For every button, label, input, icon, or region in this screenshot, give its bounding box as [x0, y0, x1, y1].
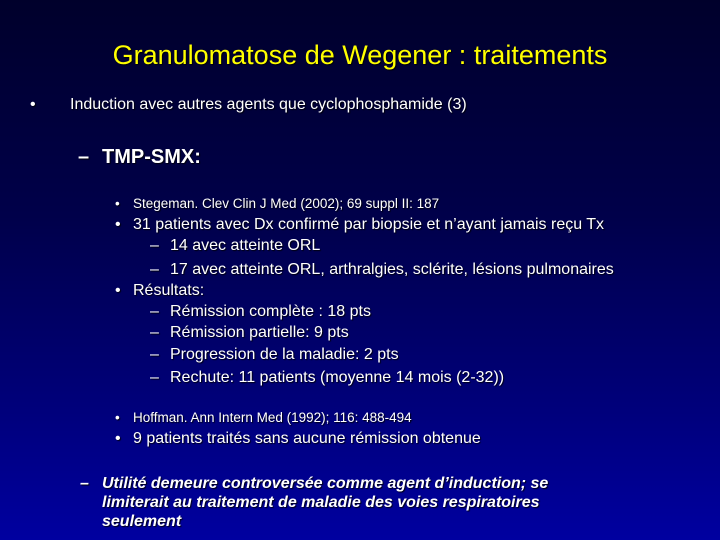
- sub-dash: –: [150, 237, 159, 254]
- bullet-dot: •: [115, 410, 120, 425]
- conclusion-text: [102, 474, 548, 531]
- study1-result: Progression de la maladie: 2 pts: [170, 346, 399, 363]
- bullet-dot: •: [115, 430, 121, 447]
- conclusion-dash: –: [80, 475, 89, 492]
- level2-dash: –: [78, 146, 90, 168]
- conclusion-line: limiterait au traitement de maladie des voies respiratoires: [102, 494, 540, 511]
- sub-dash: –: [150, 261, 159, 278]
- bullet-dot: •: [115, 216, 121, 233]
- study1-result: Rémission partielle: 9 pts: [170, 324, 349, 341]
- study2-finding: 9 patients traités sans aucune rémission obtenue: [133, 430, 481, 447]
- study1-patients-sub: 17 avec atteinte ORL, arthralgies, sclérite, lésions pulmonaires: [170, 261, 614, 278]
- study2-reference: Hoffman. Ann Intern Med (1992); 116: 488-494: [133, 410, 412, 425]
- level2-heading: TMP-SMX:: [102, 146, 201, 168]
- level1-text: Induction avec autres agents que cyclophosphamide (3): [70, 96, 467, 113]
- study1-patients-sub: 14 avec atteinte ORL: [170, 237, 321, 254]
- study1-reference: Stegeman. Clev Clin J Med (2002); 69 suppl II: 187: [133, 196, 440, 211]
- level1-bullet: •: [30, 96, 36, 113]
- study1-result: Rechute: 11 patients (moyenne 14 mois (2-32)): [170, 369, 505, 386]
- bullet-dot: •: [115, 196, 120, 211]
- sub-dash: –: [150, 346, 159, 363]
- study1-result: Rémission complète : 18 pts: [170, 303, 371, 320]
- bullet-dot: •: [115, 282, 121, 299]
- sub-dash: –: [150, 303, 159, 320]
- sub-dash: –: [150, 324, 159, 341]
- study1-patients: 31 patients avec Dx confirmé par biopsie et n’ayant jamais reçu Tx: [133, 216, 605, 233]
- slide-title: Granulomatose de Wegener : traitements: [112, 40, 608, 70]
- conclusion-line: seulement: [102, 513, 182, 530]
- sub-dash: –: [150, 369, 159, 386]
- study1-results-label: Résultats:: [133, 282, 205, 299]
- conclusion-line: Utilité demeure controversée comme agent d’induction; se: [102, 475, 549, 492]
